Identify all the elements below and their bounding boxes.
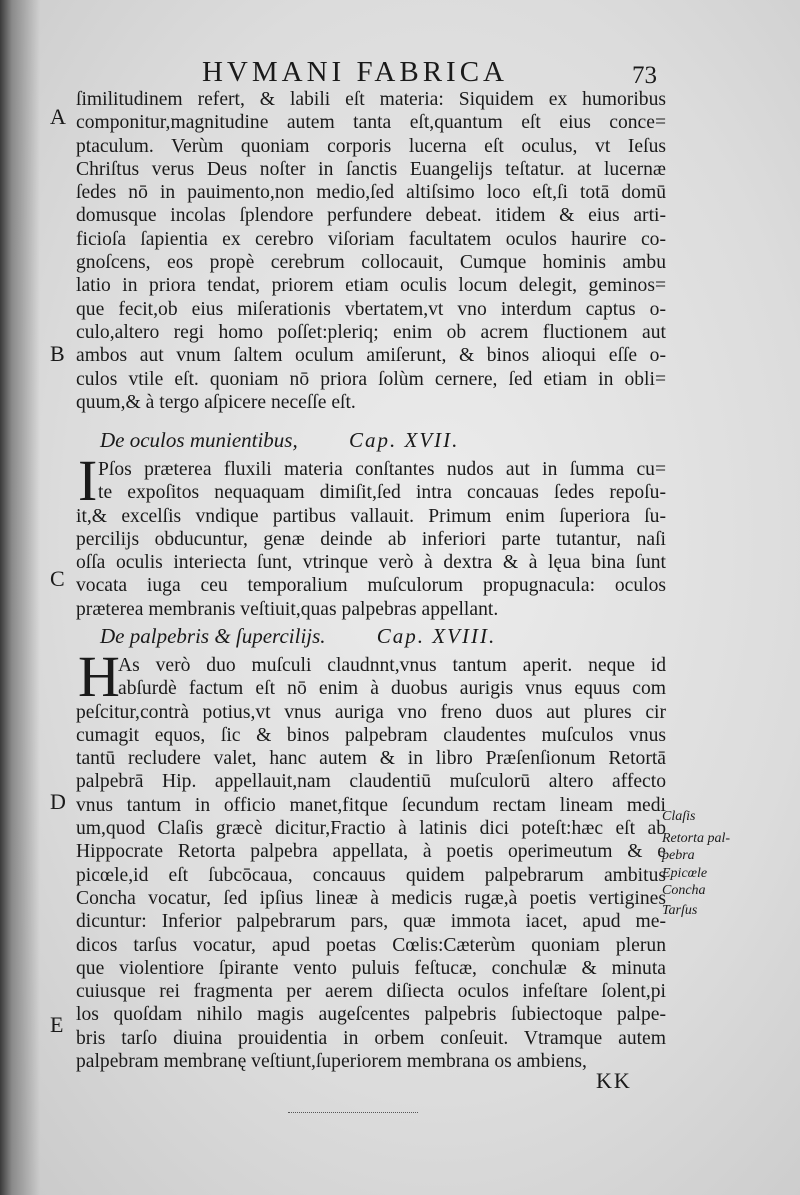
- text-line: tantū recludere valet, hanc autem & in libro Præſenſionum Retortā: [76, 748, 666, 770]
- text-line: picœle,id eſt ſubcōcaua, concauus quidem palpebrarum ambitus: [76, 864, 666, 886]
- text-line: cuiusque rei fragmenta per aerem diſiecta oculos infeſtare ſolent,pi: [76, 981, 666, 1003]
- text-line: vocata iuga ceu temporalium muſculorum propugnacula: oculos: [76, 575, 666, 597]
- text-line: te expoſitos nequaquam dimiſit,ſed intra concauas ſedes repoſu-: [98, 482, 666, 504]
- text-line: culo,altero regi homo poſſet:pleriq; enim ob acrem fluctionem aut: [76, 321, 666, 343]
- running-head: HVMANI FABRICA: [201, 56, 508, 88]
- margin-note: pebra: [662, 848, 695, 863]
- paragraph-2: [76, 458, 666, 621]
- text-line: componitur,magnitudine autem tanta eſt,quantum eſt eius conce=: [76, 112, 666, 134]
- text-line: palpebrā Hip. appellauit,nam claudentiū muſculorū altero affecto: [76, 771, 666, 793]
- chapter-number: Cap. XVIII.: [376, 624, 497, 648]
- signature-mark: KK: [596, 1068, 632, 1093]
- text-line: latio in priora tendat, priorem etiam oculis locum delegit, geminos=: [76, 275, 666, 297]
- text-line: cumagit equos, ſic & binos palpebram claudentes muſculos vnus: [76, 724, 666, 746]
- section-letter-a: A: [50, 104, 66, 129]
- chapter-title: De oculos munientibus,: [100, 428, 298, 452]
- text-line: it,& excelſis vndique partibus vallauit. Primum enim ſuperiora ſu-: [76, 505, 666, 527]
- margin-note: Claſis: [662, 809, 696, 824]
- text-line: ficioſa ſapientia ex cerebro viſoriam facultatem oculos haurire co-: [76, 228, 666, 250]
- text-line: domusque incolas ſplendore perfundere debeat. itidem & eius arti-: [76, 205, 666, 227]
- text-line: ſedes nō in pauimento,non medio,ſed altiſsimo loco eſt,ſi totā domū: [76, 182, 666, 204]
- drop-initial: H: [78, 644, 120, 709]
- margin-note: Tarſus: [662, 902, 698, 918]
- text-line: Hippocrate Retorta palpebra appellata, à poetis operimeutum & e: [76, 841, 666, 863]
- text-line: culos vtile eſt. quoniam nō priora ſolùm cernere, ſed etiam in obli=: [76, 368, 666, 390]
- text-line: bris tarſo diuina prouidentia in orbem conſeuit. Vtramque autem: [76, 1027, 666, 1049]
- chapter-number: Cap. XVII.: [348, 428, 460, 452]
- section-letter-d: D: [50, 789, 66, 814]
- ink-smudge: [288, 1112, 418, 1117]
- text-line: vnus tantum in officio manet,fitque ſecundum rectam lineam medi: [76, 794, 666, 816]
- binding-shadow: [0, 0, 40, 1195]
- text-line: palpebram membranę veſtiunt,ſuperiorem membrana os ambiens,: [76, 1051, 587, 1073]
- text-line: dicos tarſus vocatur, apud poetas Cœlis:Cæterùm quoniam plerun: [76, 934, 666, 956]
- text-line: peſcitur,contrà potius,vt vnus auriga vno freno duos aut plures cir: [76, 701, 666, 723]
- text-line: abſurdè factum eſt nō enim à duobus aurigis vnus equus com: [118, 678, 666, 700]
- text-line: Pſos præterea fluxili materia conſtantes nudos aut in ſumma cu=: [98, 459, 666, 480]
- text-line: gnoſcens, eos propè cerebrum collocauit, Cumque hominis ambu: [76, 252, 666, 274]
- paragraph-1: [76, 88, 666, 414]
- text-line: ſimilitudinem refert, & labili eſt materia: Siquidem ex humoribus: [76, 89, 666, 110]
- text-line: As verò duo muſculi claudnnt,vnus tantum aperit. neque id: [118, 655, 666, 676]
- text-line: percilijs obducuntur, genæ deinde ab inferiori parte tutantur, naſi: [76, 528, 666, 550]
- margin-note: Epicœle: [662, 865, 708, 881]
- text-line: ambos aut vnum ſaltem oculum amiſerunt, & binos alioqui eſſe o-: [76, 345, 666, 367]
- text-line: oſſa oculis interiecta ſunt, vtrinque verò à dextra & à lęua bina ſunt: [76, 552, 666, 574]
- section-letter-e: E: [50, 1012, 64, 1037]
- section-letter-c: C: [50, 566, 65, 591]
- margin-notes: [662, 808, 762, 919]
- margin-note: Concha: [662, 883, 706, 898]
- chapter-18-heading: [100, 624, 690, 649]
- text-line: um,quod Claſis græcè dicitur,Fractio à latinis dici poteſt:hæc eſt ab: [76, 818, 666, 840]
- section-letter-b: B: [50, 341, 65, 366]
- margin-note: Retorta pal-: [662, 830, 731, 846]
- paragraph-3: [76, 654, 666, 1073]
- text-line: Concha vocatur, ſed ipſius lineæ à medicis rugæ,à poetis vertigines: [76, 887, 666, 909]
- text-line: præterea membranis veſtiuit,quas palpebras appellant.: [76, 598, 499, 620]
- page-number: 73: [632, 62, 657, 89]
- text-line: que fecit,ob eius miſerationis vbertatem,vt vno interdum captus o-: [76, 298, 666, 320]
- chapter-title: De palpebris & ſupercilijs.: [100, 624, 326, 648]
- text-line: los quoſdam nihilo magis augeſcentes palpebris ſubiectoque palpe-: [76, 1004, 666, 1026]
- text-line: dicuntur: Inferior palpebrarum pars, quæ immota iacet, apud me-: [76, 911, 666, 933]
- chapter-17-heading: [100, 428, 690, 453]
- text-line: Chriſtus verus Deus noſter in ſanctis Euangelijs teſtatur. at lucernæ: [76, 158, 666, 180]
- text-line: que violentiore ſpirante vento puluis feſtucæ, conchulæ & minuta: [76, 957, 666, 979]
- text-line: ptaculum. Verùm quoniam corporis lucerna eſt oculus, vt Ieſus: [76, 135, 666, 157]
- text-line: quum,& à tergo aſpicere neceſſe eſt.: [76, 391, 356, 413]
- drop-initial: I: [78, 448, 98, 513]
